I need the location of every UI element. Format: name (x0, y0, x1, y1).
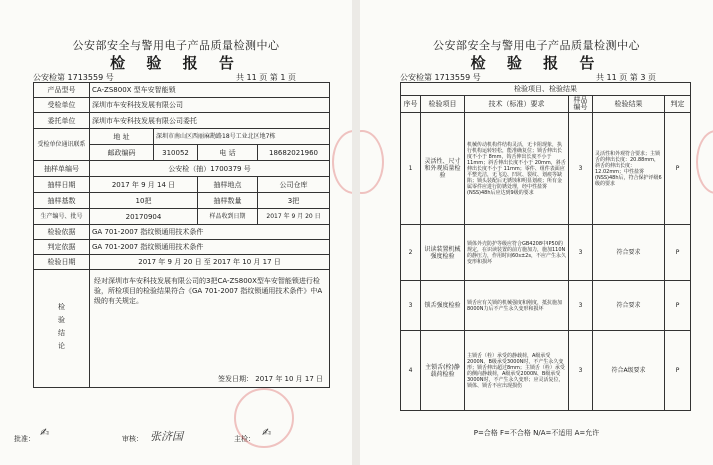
row-result: 灵活性和外观符合要求；主锁舌的伸出长度：20.88mm，斜舌的伸出长度：12.02mm；中性盐雾(NSS)48h后，符合保护评级6级的要求 (593, 113, 665, 225)
value-zip: 310052 (154, 145, 198, 161)
approve-signature: ✍ (40, 426, 50, 439)
value-sample-no: 公安检（抽）1700379 号 (90, 161, 330, 177)
row-sample: 3 (569, 331, 593, 411)
value-basis: GA 701-2007 指纹锁通用技术条件 (90, 225, 330, 240)
value-inspected-unit: 深圳市车安科技发展有限公司 (90, 98, 330, 113)
header-no: 序号 (401, 96, 421, 113)
value-base: 10把 (90, 193, 198, 209)
edge-seal-2 (360, 130, 384, 194)
row-no: 3 (401, 281, 421, 331)
conclusion-text: 经对深圳市车安科技发展有限公司的3把CA-ZS800X型车安智能锁进行检验，所检项目的检验结果符合《GA 701-2007 指纹锁通用技术条件》中A级的有关规定。 (94, 277, 323, 305)
row-no: 1 (401, 113, 421, 225)
row-result: 符合要求 (593, 281, 665, 331)
label-quantity: 抽样数量 (198, 193, 258, 209)
issue-label: 签发日期： (218, 375, 254, 383)
issue-date: 2017 年 10 月 17 日 (255, 375, 324, 383)
row-verdict: P (665, 331, 691, 411)
value-tel: 18682021960 (258, 145, 330, 161)
review-signature: 张济国 (150, 430, 183, 443)
review-label: 审核： (122, 435, 143, 443)
value-test-date: 2017 年 9 月 20 日 至 2017 年 10 月 17 日 (90, 255, 330, 270)
header-result: 检验结果 (593, 96, 665, 113)
value-address: 深圳市南山区西丽麻勘路18号工业北区地7栋 (154, 129, 330, 145)
row-result: 符合A级要求 (593, 331, 665, 411)
row-result: 符合要求 (593, 225, 665, 281)
label-sample-no: 抽样单编号 (34, 161, 90, 177)
table-title: 检验项目、检验结果 (401, 83, 691, 96)
edge-seal-3 (696, 130, 713, 194)
value-received: 2017 年 9 月 20 日 (258, 209, 330, 225)
row-item: 识读装置机械强度检验 (421, 225, 465, 281)
row-sample: 3 (569, 113, 593, 225)
results-table (400, 82, 691, 411)
approve-label: 批准： (14, 435, 35, 443)
row-req: 主锁舌（栓）承受的静载荷，A级承受2000N、B级承受3000N时，不产生永久变形；锁舌伸出超过8mm；主锁舌（栓）承受的侧向静载荷，A级承受2000N、B级承受3000N时，不产生永久变形；应灵活复位，锁体、锁舌不应出现损伤 (465, 331, 569, 411)
row-req: 锁舌应有关锁的机械强度和刚度，抵抗施加8000N力后不产生永久变形和损坏 (465, 281, 569, 331)
table-row (401, 113, 691, 225)
row-item: 灵活性、尺寸和外观质量检验 (421, 113, 465, 225)
label-tel: 电 话 (198, 145, 258, 161)
row-no: 2 (401, 225, 421, 281)
value-judge: GA 701-2007 指纹锁通用技术条件 (90, 240, 330, 255)
row-item: 主锁舌(栓)静载荷检验 (421, 331, 465, 411)
page-number-2: 共 11 页 第 3 页 (596, 73, 656, 82)
row-req: 机械传动机构件结构灵活，无卡阻现象，执行机构运转轻松，能准确复位；锁舌伸出长度不小于 8mm，钩舌伸出长度不小于 11mm；斜舌伸出长度不小于 20mm，斜舌伸出长度不小于 11mm；零件、组件表面应平整光洁，无飞边、凹坑、裂纹、划痕等缺陷；锁头装配后无锈蚀和明显划痕；所有金属零件应进行防锈处理，经中性盐雾(NSS)48h后应达到9级的要求 (465, 113, 569, 225)
label-conclusion: 检验结论 (34, 270, 90, 388)
row-sample: 3 (569, 225, 593, 281)
table-row (401, 331, 691, 411)
header-sample: 样品编号 (569, 96, 593, 113)
row-item: 锁舌强度检验 (421, 281, 465, 331)
value-client: 深圳市车安科技发展有限公司委托 (90, 113, 330, 129)
value-batch: 20170904 (90, 209, 198, 225)
row-verdict: P (665, 113, 691, 225)
row-verdict: P (665, 281, 691, 331)
table-row (401, 225, 691, 281)
report-title: 检 验 报 告 (110, 54, 242, 72)
label-zip: 邮政编码 (90, 145, 154, 161)
table-row (401, 281, 691, 331)
label-sample-date: 抽样日期 (34, 177, 90, 193)
main-label: 主检： (234, 435, 255, 443)
row-verdict: P (665, 225, 691, 281)
header-verdict: 判定 (665, 96, 691, 113)
report-page-1 (0, 0, 352, 465)
value-model: CA-ZS800X 型车安智能锁 (90, 83, 330, 98)
label-test-date: 检验日期 (34, 255, 90, 270)
label-batch: 生产编号、批号 (34, 209, 90, 225)
label-received: 样品收到日期 (198, 209, 258, 225)
label-judge: 判定依据 (34, 240, 90, 255)
row-sample: 3 (569, 281, 593, 331)
label-client: 委托单位 (34, 113, 90, 129)
label-contact: 受检单位通讯联系 (34, 129, 90, 161)
main-signature: ✍ (262, 426, 272, 439)
edge-seal (332, 130, 352, 194)
header-item: 检验项目 (421, 96, 465, 113)
label-address: 地 址 (90, 129, 154, 145)
report-number: 公安检第 1713559 号 (33, 73, 114, 82)
org-name-2: 公安部安全与警用电子产品质量检测中心 (433, 39, 640, 52)
value-quantity: 3把 (258, 193, 330, 209)
row-req: 锁体外壳防护等级应符合GB4208中IP50的规定，在识读装置的前方施加力，施加110N的静压力，作用时间60s±2s，不应产生永久变形和损坏 (465, 225, 569, 281)
page-number: 共 11 页 第 1 页 (236, 73, 296, 82)
label-model: 产品型号 (34, 83, 90, 98)
report-page-2 (360, 0, 713, 465)
label-inspected-unit: 受检单位 (34, 98, 90, 113)
report-number-2: 公安检第 1713559 号 (400, 73, 481, 82)
value-sample-place: 公司仓库 (258, 177, 330, 193)
row-no: 4 (401, 331, 421, 411)
info-table (33, 82, 330, 388)
report-title-2: 检 验 报 告 (470, 54, 603, 72)
label-base: 抽样基数 (34, 193, 90, 209)
label-basis: 检验依据 (34, 225, 90, 240)
label-sample-place: 抽样地点 (198, 177, 258, 193)
value-sample-date: 2017 年 9 月 14 日 (90, 177, 198, 193)
org-name: 公安部安全与警用电子产品质量检测中心 (72, 39, 280, 52)
header-req: 技术（标准）要求 (465, 96, 569, 113)
legend: P=合格 F=不合格 N/A=不适用 A=允许 (473, 429, 600, 437)
red-seal (234, 388, 294, 448)
